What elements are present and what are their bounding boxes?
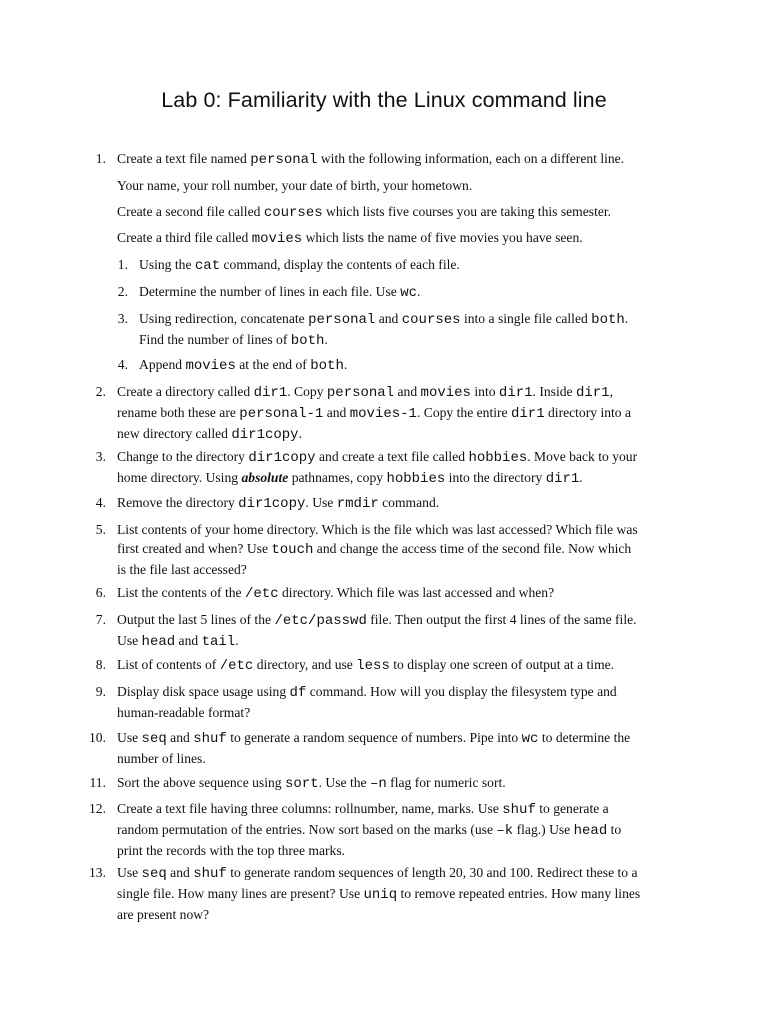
document-title: Lab 0: Familiarity with the Linux command line [161,88,607,112]
body-text: and create a text file called [315,449,469,464]
body-text: first created and when? Use [117,541,272,556]
item-number: 5. [95,522,106,537]
item-text [117,728,707,768]
code-text: cat [194,258,221,274]
body-text: human-readable format? [117,705,251,720]
code-text: movies [420,385,471,401]
body-text: Sort the above sequence using [117,775,285,790]
code-text: dir1 [545,471,580,487]
body-text: rename both these are [117,405,240,420]
code-text: hobbies [386,471,446,487]
code-text: –k [496,823,514,839]
code-text: both [591,312,625,328]
item-number: 13. [89,865,106,880]
item-number: 4. [95,495,106,510]
code-text: sort [285,776,319,792]
body-text: home directory. Using [117,470,242,485]
code-text: df [289,685,307,701]
body-text: Create a directory called [117,384,254,399]
body-text: and change the access time of the second file. Now which [313,541,632,556]
body-text: to determine the [538,730,631,745]
body-text: Display disk space usage using [117,684,290,699]
item-number: 1. [117,257,128,272]
item-text [139,282,709,303]
item-number: 7. [95,612,106,627]
body-text: command. How will you display the filesystem type and [306,684,617,699]
item-number: 11. [89,775,106,790]
item-text [117,610,707,652]
body-text: . [417,284,421,299]
code-text: touch [271,542,314,558]
body-text: . [298,426,302,441]
code-text: head [573,823,608,839]
item-number: 1. [95,151,106,166]
code-text: uniq [363,887,398,903]
body-text: Using redirection, concatenate [139,311,309,326]
item-number: 6. [95,585,106,600]
body-text: to generate a [535,801,609,816]
body-text: Use [117,730,142,745]
body-text: number of lines. [117,751,206,766]
code-text: dir1copy [238,496,306,512]
item-text [117,799,707,860]
body-text: Create a text file having three columns: rollnumber, name, marks. Use [117,801,503,816]
body-text: Create a text file named [117,151,251,166]
item-text [117,520,707,579]
body-text: which lists the name of five movies you have seen. [302,230,583,245]
body-text: file. Then output the first 4 lines of the same file. [366,612,637,627]
code-text: personal-1 [239,406,324,422]
body-text: Using the [139,257,195,272]
item-text [139,355,709,376]
body-text: and [166,730,194,745]
emphasis-text: absolute [241,470,289,485]
body-text: Your name, your roll number, your date of birth, your hometown. [117,178,473,193]
code-text: /etc [219,658,254,674]
code-text: /etc/passwd [274,613,367,629]
code-text: shuf [193,866,227,882]
body-text: random permutation of the entries. Now sort based on the marks (use [117,822,497,837]
body-text: . [235,633,239,648]
body-text: List contents of your home directory. Which is the file which was last accessed? Which file was [117,522,638,537]
code-text: both [310,358,344,374]
body-text: which lists five courses you are taking this semester. [322,204,612,219]
body-text: Find the number of lines of [139,332,291,347]
item-number: 2. [117,284,128,299]
item-text [139,309,709,351]
item-text [117,382,707,445]
item-text [139,255,709,276]
body-text: Remove the directory [117,495,239,510]
body-text: Create a third file called [117,230,252,245]
body-text: . [324,332,328,347]
item-number: 3. [117,311,128,326]
code-text: wc [521,731,539,747]
code-text: seq [141,866,167,882]
body-text: . Move back to your [527,449,638,464]
body-text: . [624,311,629,326]
code-text: courses [263,205,323,221]
code-text: tail [201,634,236,650]
code-text: dir1copy [248,450,316,466]
body-text: . Use [305,495,337,510]
body-text: into a single file called [460,311,592,326]
body-text: to display one screen of output at a time. [389,657,615,672]
body-text: and [166,865,194,880]
item-number: 3. [95,449,106,464]
body-text: Output the last 5 lines of the [117,612,275,627]
body-text: directory, and use [253,657,357,672]
item-text [117,447,707,489]
body-text: flag for numeric sort. [386,775,506,790]
body-text: and [175,633,202,648]
item-text [117,149,707,170]
code-text: head [141,634,176,650]
item-number: 10. [89,730,106,745]
body-text: Change to the directory [117,449,249,464]
code-text: hobbies [468,450,528,466]
code-text: courses [401,312,461,328]
body-text: are present now? [117,907,210,922]
body-text: to generate a random sequence of numbers. Pipe into [226,730,522,745]
body-text: command. [378,495,440,510]
code-text: both [290,333,325,349]
body-text: print the records with the top three marks. [117,843,346,858]
code-text: dir1 [575,385,610,401]
code-text: seq [141,731,167,747]
code-text: rmdir [336,496,379,512]
body-text: command, display the contents of each file. [220,257,460,272]
body-text: . Copy the entire [416,405,511,420]
item-number: 4. [117,357,128,372]
code-text: dir1 [253,385,288,401]
body-text: to generate random sequences of length 20, 30 and 100. Redirect these to a [226,865,638,880]
item-text [117,655,707,676]
code-text: dir1 [510,406,545,422]
body-text: to remove repeated entries. How many lines [397,886,641,901]
body-text: pathnames, copy [288,470,387,485]
body-text: and [375,311,402,326]
item-text [117,863,707,924]
body-text: new directory called [117,426,232,441]
body-text: flag.) Use [513,822,574,837]
body-text: . Inside [532,384,576,399]
code-text: less [356,658,390,674]
body-text: . [343,357,348,372]
body-text: directory into a [544,405,632,420]
item-text [117,583,707,604]
code-text: dir1copy [231,427,299,443]
item-number: 8. [95,657,106,672]
code-text: shuf [502,802,536,818]
item-text [117,682,707,722]
body-text: into [470,384,499,399]
item-text [117,176,707,195]
item-number: 12. [89,801,106,816]
body-text: directory. Which file was last accessed and when? [278,585,555,600]
body-text: List the contents of the [117,585,245,600]
code-text: wc [400,285,418,301]
body-text: to [607,822,622,837]
code-text: movies-1 [349,406,417,422]
item-text [117,493,707,514]
code-text: dir1 [498,385,533,401]
body-text: . Copy [287,384,327,399]
code-text: personal [250,152,318,168]
body-text: , [609,384,613,399]
body-text: Append [139,357,186,372]
item-number: 2. [95,384,106,399]
code-text: movies [251,231,303,247]
item-text [117,228,707,249]
code-text: personal [326,385,395,401]
body-text: . Use the [318,775,370,790]
code-text: –n [369,776,387,792]
body-text: and [394,384,421,399]
body-text: Create a second file called [117,204,264,219]
code-text: personal [308,312,376,328]
code-text: shuf [193,731,227,747]
item-text [117,202,707,223]
code-text: movies [185,358,236,374]
body-text: into the directory [445,470,546,485]
body-text: Determine the number of lines in each file. Use [139,284,401,299]
body-text: List of contents of [117,657,220,672]
body-text: with the following information, each on a different line. [317,151,625,166]
body-text: Use [117,865,142,880]
item-text [117,773,707,794]
body-text: single file. How many lines are present? Use [117,886,364,901]
body-text: Use [117,633,142,648]
body-text: and [323,405,350,420]
item-number: 9. [95,684,106,699]
code-text: /etc [244,586,279,602]
body-text: . [579,470,583,485]
body-text: is the file last accessed? [117,562,247,577]
body-text: at the end of [235,357,311,372]
